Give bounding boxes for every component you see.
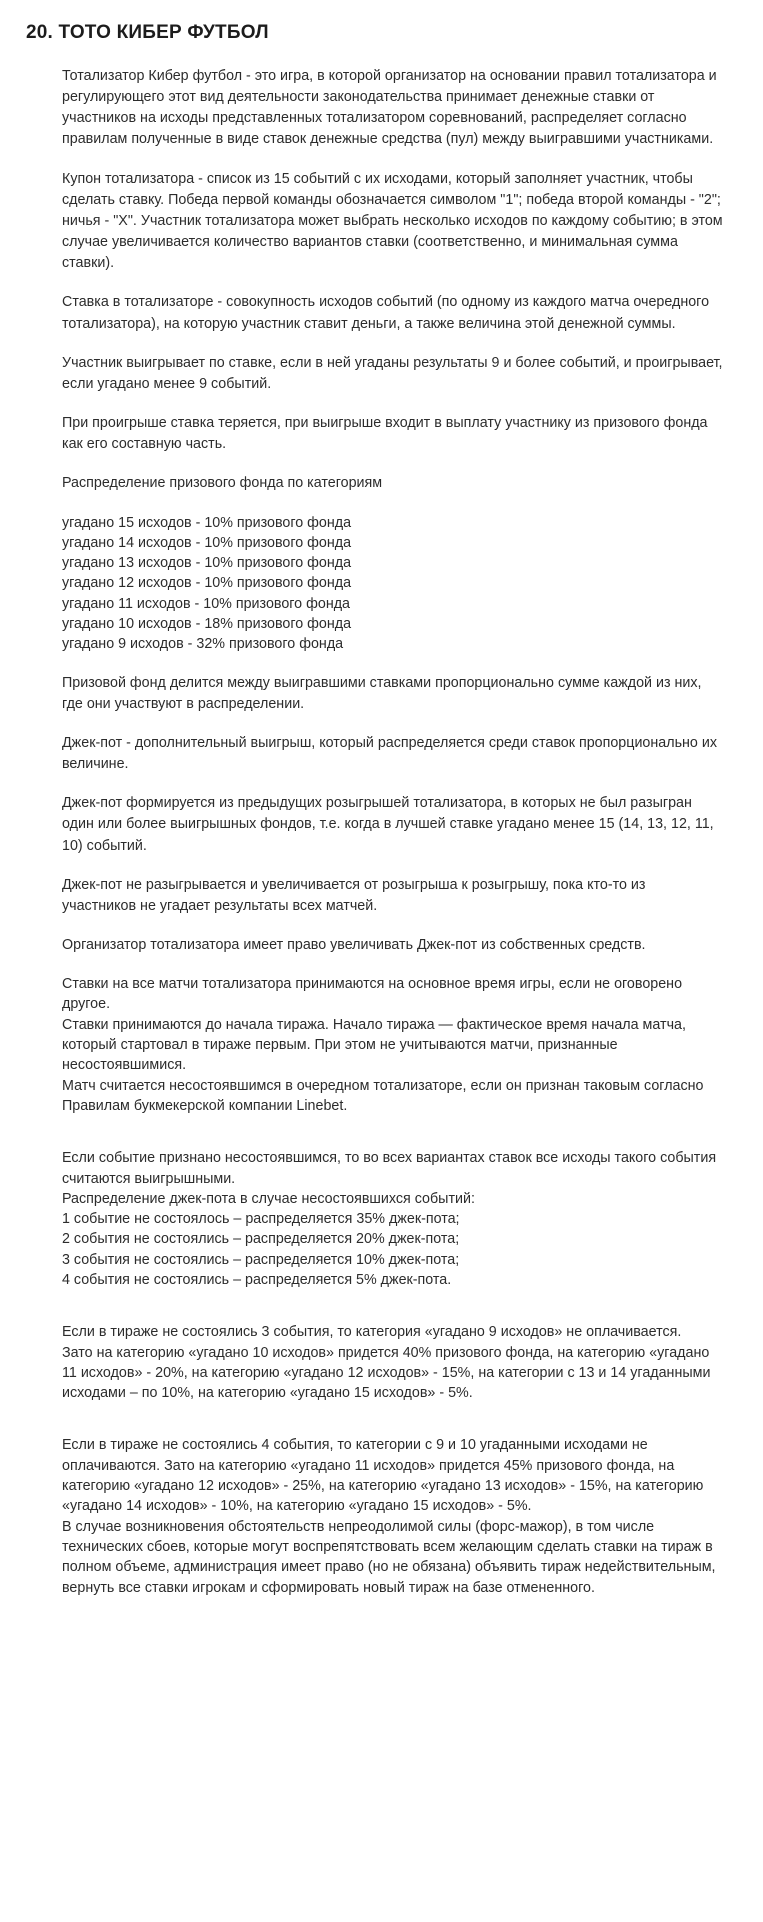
list-item: Если событие признано несостоявшимся, то во всех вариантах ставок все исходы такого события считаются выигрышными.: [62, 1150, 717, 1187]
list-item: 3 события не состоялись – распределяется 10% джек-пота;: [62, 1251, 460, 1268]
list-item: угадано 13 исходов - 10% призового фонда: [62, 555, 352, 572]
paragraph-coupon: Купон тотализатора - список из 15 событий с их исходами, который заполняет участник, чтобы сделать ставку. Победа первой команды обозначается символом "1"; победа второй команды - "2"; ничья - "Х". Участник тотализатора может выбрать несколько исходов по каждому событию; в этом случае увеличивается количество вариантов ставки (соответственно, и минимальная сумма ставки).: [62, 170, 723, 272]
list-item: 2 события не состоялись – распределяется 20% джек-пота;: [62, 1231, 460, 1248]
paragraph-intro: Тотализатор Кибер футбол - это игра, в которой организатор на основании правил тотализатора и регулирующего этот вид деятельности законодательства принимает денежные ставки от участников на исходы представленных тотализатором соревнований, распределяет согласно правилам полученные в виде ставок денежные средства (пул) между выигравшими участниками.: [62, 68, 717, 148]
paragraph-bet-definition: Ставка в тотализаторе - совокупность исходов событий (по одному из каждого матча очередного тотализатора), на которую участник ставит деньги, а также величина этой денежной суммы.: [62, 294, 710, 332]
paragraph-jackpot-definition: Джек-пот - дополнительный выигрыш, который распределяется среди ставок пропорционально их величине.: [62, 734, 717, 773]
list-item: угадано 14 исходов - 10% призового фонда: [62, 534, 352, 551]
paragraph-prize-heading: Распределение призового фонда по категориям: [62, 475, 383, 492]
list-item: Зато на категорию «угадано 10 исходов» придется 40% призового фонда, на категорию «угадано 11 исходов» - 20%, на категорию «угадано 12 исходов» - 15%, на категории с 13 и 14 угаданными исходами – по 10%, на категорию «угадано 15 исходов» - 5%.: [62, 1344, 711, 1402]
list-item: Матч считается несостоявшимся в очередном тотализаторе, если он признан таковым согласно Правилам букмекерской компании Linebet.: [62, 1077, 704, 1114]
paragraph-jackpot-increase: Организатор тотализатора имеет право увеличивать Джек-пот из собственных средств.: [62, 936, 646, 953]
prize-distribution-list: [62, 513, 723, 655]
section-spacer: [62, 1308, 723, 1322]
list-item: угадано 15 исходов - 10% призового фонда: [62, 514, 352, 531]
four-cancelled-list: [62, 1435, 723, 1597]
paragraph-jackpot-formation: Джек-пот формируется из предыдущих розыгрышей тотализатора, в которых не был разыгран один или более выигрышных фондов, т.е. когда в лучшей ставке угадано менее 15 (14, 13, 12, 11, 10) событий.: [62, 795, 714, 854]
list-item: угадано 11 исходов - 10% призового фонда: [62, 595, 351, 612]
list-item: Распределение джек-пота в случае несостоявшихся событий:: [62, 1190, 475, 1207]
paragraph-prize-split: Призовой фонд делится между выигравшими ставками пропорционально сумме каждой из них, где они участвуют в распределении.: [62, 674, 702, 712]
list-item: Ставки на все матчи тотализатора принимаются на основное время игры, если не оговорено другое.: [62, 976, 683, 1013]
list-item: Если в тираже не состоялись 3 события, то категория «угадано 9 исходов» не оплачивается.: [62, 1324, 682, 1341]
list-item: 4 события не состоялись – распределяется 5% джек-пота.: [62, 1272, 452, 1288]
document-body: [26, 66, 723, 1598]
list-item: угадано 10 исходов - 18% призового фонда: [62, 615, 352, 632]
list-item: В случае возникновения обстоятельств непреодолимой силы (форс-мажор), в том числе технических сбоев, которые могут воспрепятствовать всем желающим сделать ставки на тираж в полном объеме, администрация имеет право (но не обязана) объявить тираж недействительным, вернуть все ставки игрокам и сформировать новый тираж на базе отмененного.: [62, 1518, 716, 1596]
list-item: 1 событие не состоялось – распределяется 35% джек-пота;: [62, 1211, 460, 1228]
cancelled-events-list: [62, 1148, 723, 1290]
three-cancelled-list: [62, 1322, 723, 1403]
paragraph-loss-condition: При проигрыше ставка теряется, при выигрыше входит в выплату участнику из призового фонда как его составную часть.: [62, 415, 708, 453]
paragraph-jackpot-rollover: Джек-пот не разыгрывается и увеличивается от розыгрыша к розыгрышу, пока кто-то из участников не угадает результаты всех матчей.: [62, 876, 646, 914]
section-spacer: [62, 1421, 723, 1435]
list-item: Если в тираже не состоялись 4 события, то категории с 9 и 10 угаданными исходами не оплачиваются. Зато на категорию «угадано 11 исходов» придется 45% призового фонда, на категорию «угадано 12 исходов» - 25%, на категорию «угадано 13 исходов» - 15%, на категорию «угадано 14 исходов» - 10%, на категорию «угадано 15 исходов» - 5%.: [62, 1437, 704, 1515]
list-item: Ставки принимаются до начала тиража. Начало тиража — фактическое время начала матча, который стартовал в тираже первым. При этом не учитываются матчи, признанные несостоявшимися.: [62, 1016, 686, 1074]
betting-rules-list: [62, 974, 723, 1116]
list-item: угадано 9 исходов - 32% призового фонда: [62, 636, 344, 653]
page-title: 20. ТОТО КИБЕР ФУТБОЛ: [26, 22, 269, 43]
section-spacer: [62, 1134, 723, 1148]
paragraph-win-condition: Участник выигрывает по ставке, если в ней угаданы результаты 9 и более событий, и проигрывает, если угадано менее 9 событий.: [62, 354, 723, 392]
list-item: угадано 12 исходов - 10% призового фонда: [62, 575, 352, 592]
